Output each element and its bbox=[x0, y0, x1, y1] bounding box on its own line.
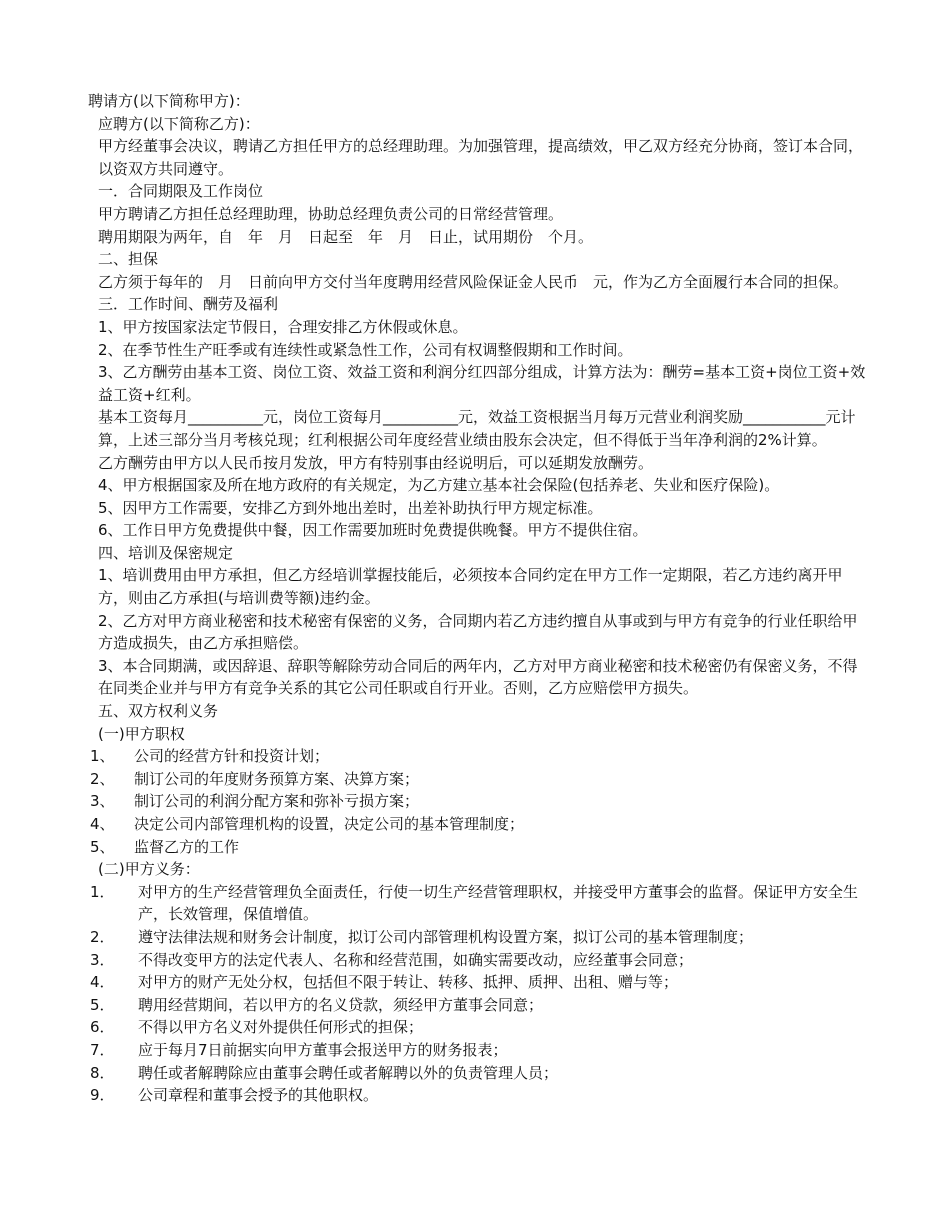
list-item: 9． 公司章程和董事会授予的其他职权。 bbox=[90, 1086, 379, 1105]
clause: 6、工作日甲方免费提供中餐，因工作需要加班时免费提供晚餐。甲方不提供住宿。 bbox=[98, 521, 648, 540]
list-item: 5、 监督乙方的工作 bbox=[90, 837, 240, 856]
clause: 4、甲方根据国家及所在地方政府的有关规定，为乙方建立基本社会保险(包括养老、失业和医疗保险)。 bbox=[98, 476, 780, 495]
clause: 3、本合同期满，或因辞退、辞职等解除劳动合同后的两年内，乙方对甲方商业秘密和技术秘密仍有保密义务，不得在同类企业并与甲方有竞争关系的其它公司任职或自行开业。否则，乙方应赔偿甲方损失。 bbox=[98, 656, 858, 698]
section-heading-5: 五、双方权利义务 bbox=[98, 702, 219, 721]
contract-body bbox=[88, 90, 868, 1107]
employee-line: 应聘方(以下简称乙方)： bbox=[98, 114, 260, 133]
clause: 3、乙方酬劳由基本工资、岗位工资、效益工资和利润分红四部分组成，计算方法为：酬劳=基本工资+岗位工资+效益工资+红利。 bbox=[98, 363, 866, 404]
employer-line: 聘请方(以下简称甲方)： bbox=[88, 92, 250, 110]
list-item: 4、 决定公司内部管理机构的设置，决定公司的基本管理制度； bbox=[90, 815, 525, 833]
list-item: 5． 聘用经营期间，若以甲方的名义贷款，须经甲方董事会同意； bbox=[90, 995, 544, 1014]
paragraph: 甲方聘请乙方担任总经理助理，协助总经理负责公司的日常经营管理。 bbox=[98, 204, 564, 223]
list-item: 4． 对甲方的财产无处分权，包括但不限于转让、转移、抵押、质押、出租、赠与等； bbox=[90, 973, 679, 992]
paragraph: 乙方须于每年的 月 日前向甲方交付当年度聘用经营风险保证金人民币 元，作为乙方全面履行本合同的担保。 bbox=[98, 272, 849, 291]
list-item: 3、 制订公司的利润分配方案和弥补亏损方案； bbox=[90, 792, 420, 811]
list-item: 3． 不得改变甲方的法定代表人、名称和经营范围，如确实需要改动，应经董事会同意； bbox=[90, 950, 694, 969]
section-heading-1: 一．合同期限及工作岗位 bbox=[98, 182, 264, 201]
list-item: 1． 对甲方的生产经营管理负全面责任，行使一切生产经营管理职权，并接受甲方董事会的监督。保证甲方安全生产，长效管理，保值增值。 bbox=[90, 882, 859, 924]
paragraph: 聘用期限为两年，自 年 月 日起至 年 月 日止，试用期份 个月。 bbox=[98, 227, 594, 246]
rights-list bbox=[88, 745, 868, 858]
subsection-heading-duties: (二)甲方义务： bbox=[98, 860, 200, 879]
list-item: 8． 聘任或者解聘除应由董事会聘任或者解聘以外的负责管理人员； bbox=[90, 1063, 559, 1082]
list-item: 6． 不得以甲方名义对外提供任何形式的担保； bbox=[90, 1018, 424, 1037]
clause: 1、甲方按国家法定节假日，合理安排乙方休假或休息。 bbox=[98, 317, 468, 336]
duties-list bbox=[88, 881, 868, 1107]
list-item: 2、 制订公司的年度财务预算方案、决算方案； bbox=[90, 769, 420, 788]
section-heading-4: 四、培训及保密规定 bbox=[98, 543, 234, 562]
list-item: 1、 公司的经营方针和投资计划； bbox=[90, 747, 330, 766]
clause: 2、乙方对甲方商业秘密和技术秘密有保密的义务，合同期内若乙方违约擅自从事或到与甲方有竞争的行业任职给甲方造成损失，由乙方承担赔偿。 bbox=[98, 611, 858, 653]
section-heading-2: 二、担保 bbox=[98, 250, 159, 269]
clause: 2、在季节性生产旺季或有连续性或紧急性工作，公司有权调整假期和工作时间。 bbox=[98, 340, 633, 359]
preamble-paragraph: 甲方经董事会决议，聘请乙方担任甲方的总经理助理。为加强管理，提高绩效，甲乙双方经充分协商，签订本合同，以资双方共同遵守。 bbox=[98, 137, 864, 178]
clause: 5、因甲方工作需要，安排乙方到外地出差时，出差补助执行甲方规定标准。 bbox=[98, 498, 603, 517]
list-item: 2． 遵守法律法规和财务会计制度，拟订公司内部管理机构设置方案，拟订公司的基本管理制度； bbox=[90, 927, 754, 946]
section-heading-3: 三．工作时间、酬劳及福利 bbox=[98, 295, 279, 314]
subsection-heading-rights: (一)甲方职权 bbox=[98, 724, 185, 743]
clause: 1、培训费用由甲方承担，但乙方经培训掌握技能后，必须按本合同约定在甲方工作一定期限，若乙方违约离开甲方，则由乙方承担(与培训费等额)违约金。 bbox=[98, 566, 843, 608]
paragraph: 乙方酬劳由甲方以人民币按月发放，甲方有特别事由经说明后，可以延期发放酬劳。 bbox=[98, 453, 654, 472]
salary-paragraph: 基本工资每月__________元，岗位工资每月__________元，效益工资根据当月每万元营业利润奖励___________元计算，上述三部分当月考核兑现；红利根据公司年度经营业绩由股东会决定，但不得低于当年净利润的2%计算。 bbox=[98, 408, 856, 449]
list-item: 7． 应于每月7日前据实向甲方董事会报送甲方的财务报表； bbox=[90, 1040, 508, 1059]
